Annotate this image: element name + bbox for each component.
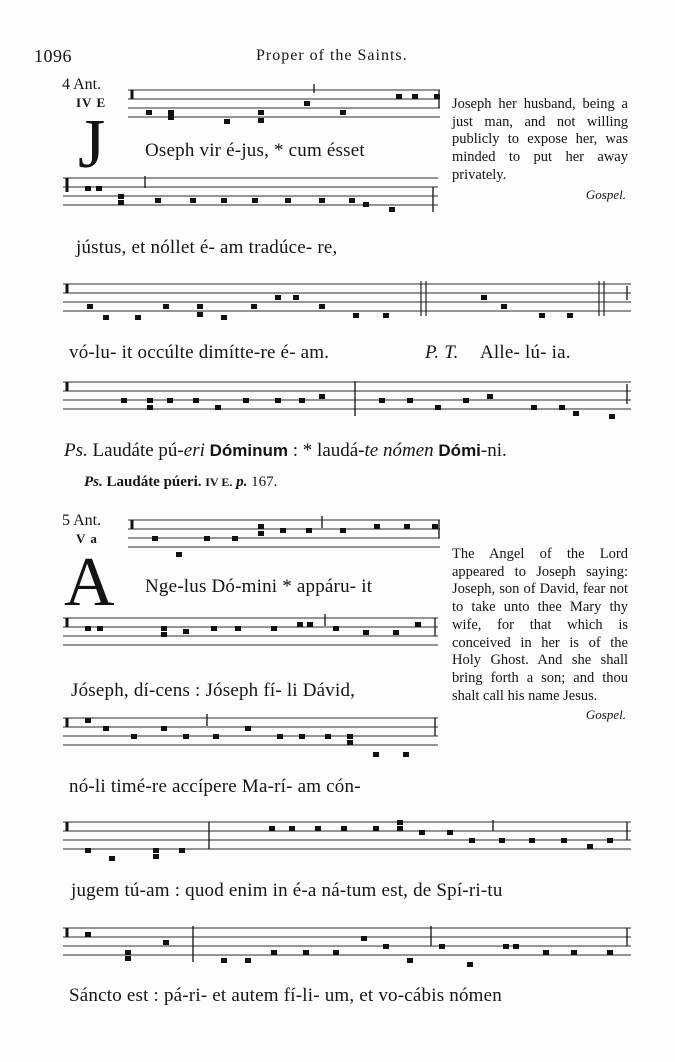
antiphon-4-source: Gospel. (585, 186, 626, 202)
psalm-tone-staff (63, 376, 635, 428)
antiphon-4-number: 4 Ant. (62, 76, 102, 93)
psalm-ref-label: Ps. (84, 474, 103, 490)
antiphon-5-lyric-5: Sáncto est : pá-ri- et autem fí-li- um, et vo-cábis nómen (69, 985, 502, 1006)
antiphon-5-staff-3 (63, 712, 443, 768)
antiphon-5-staff-4 (63, 816, 635, 872)
antiphon-5-number: 5 Ant. (62, 512, 102, 529)
psalm-tone-text (64, 440, 507, 462)
psalm-ref-mode: IV E. (205, 475, 233, 489)
antiphon-4-lyric-1: Oseph vir é-jus, * cum ésset (145, 140, 365, 161)
antiphon-5-staff-2 (63, 612, 443, 660)
antiphon-5-translation: The Angel of the Lord appeared to Joseph saying: Joseph, son of David, fear not to take unto thee Mary thy wife, for that which is conceived in her is of the Holy Ghost. And she shall bring forth a son; and thou shalt call his name Jesus. (452, 546, 628, 704)
psalm-ref-p: p. (236, 474, 248, 490)
psalm-reference (84, 474, 277, 491)
psalm-text-g: -ni. (480, 440, 507, 461)
antiphon-5-source: Gospel. (585, 707, 626, 723)
antiphon-5-lyric-3: nó-li timé-re accípere Ma-rí- am cón- (69, 776, 361, 797)
psalm-text-d: : * laudá- (288, 440, 365, 461)
antiphon-5-staff-1 (128, 514, 442, 566)
psalm-label: Ps. (64, 440, 88, 461)
antiphon-5-mode: V a (76, 531, 98, 546)
antiphon-5-translation-box (452, 546, 628, 724)
antiphon-4-translation-box (452, 96, 628, 203)
antiphon-4-paschal-time: P. T. (425, 342, 459, 363)
psalm-ref-text: Laudáte púeri. (106, 474, 202, 490)
antiphon-4-mode: IV E (76, 95, 107, 110)
antiphon-5-lyric-1: Nge-lus Dó-mini * appáru- it (145, 576, 373, 597)
running-title: Proper of the Saints. (256, 47, 408, 64)
antiphon-4-initial: J (78, 106, 106, 183)
antiphon-4-lyric-2: jústus, et nóllet é- am tradúce- re, (76, 237, 338, 258)
psalm-text-b: eri (183, 440, 205, 461)
antiphon-4-translation: Joseph her husband, being a just man, and not willing publicly to expose her, was minded to put her away privately. (452, 96, 628, 183)
psalm-text-f: Dómi (438, 441, 481, 460)
psalm-text-c: Dóminum (209, 441, 289, 460)
antiphon-4-staff-3 (63, 278, 635, 334)
antiphon-4-staff-2 (63, 172, 443, 220)
psalm-text-e: te nómen (364, 440, 434, 461)
antiphon-4-staff-1 (128, 84, 442, 134)
antiphon-4-alleluia: Alle- lú- ia. (480, 342, 571, 363)
antiphon-5-lyric-4: jugem tú-am : quod enim in é-a ná-tum est, de Spí-ri-tu (71, 880, 503, 901)
antiphon-4-lyric-3: vó-lu- it occúlte dimítte-re é- am. (69, 342, 330, 363)
antiphon-5-staff-5 (63, 922, 635, 978)
page-number: 1096 (34, 46, 72, 66)
antiphon-5-initial: A (64, 544, 115, 621)
psalm-ref-page: 167. (251, 474, 278, 490)
antiphon-5-lyric-2: Jóseph, dí-cens : Jóseph fí- li Dávid, (71, 680, 356, 701)
psalm-text-a: Laudáte pú- (92, 440, 184, 461)
